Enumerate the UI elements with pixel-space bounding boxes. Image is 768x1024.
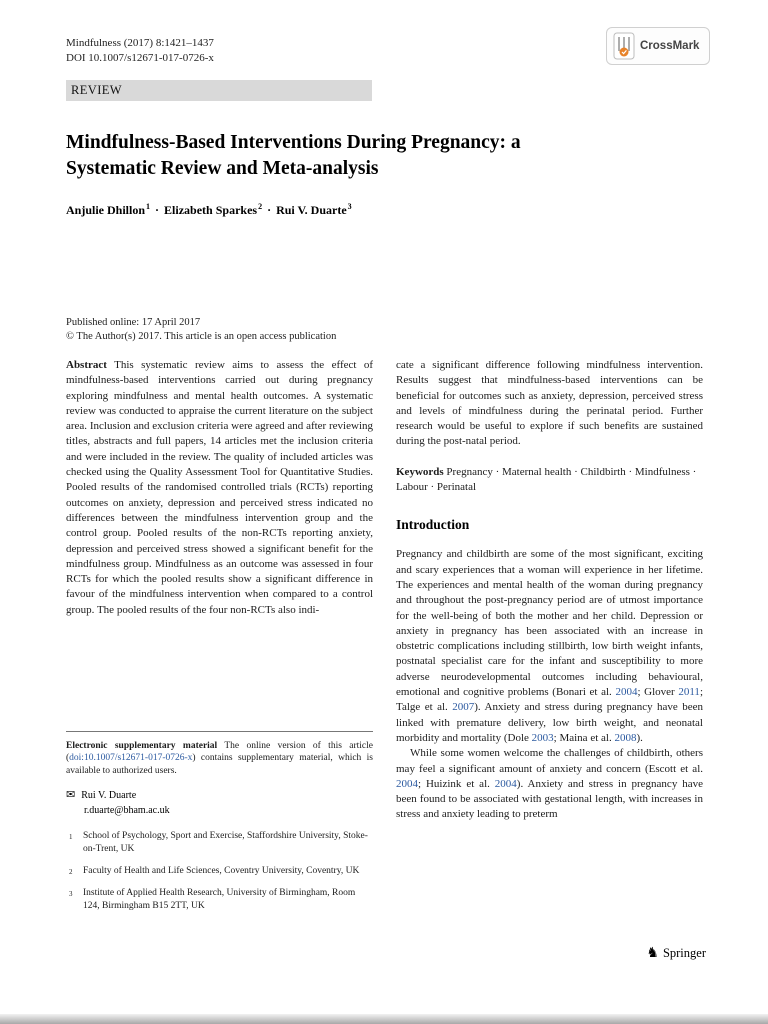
affiliation-item: 1 School of Psychology, Sport and Exercise, Staffordshire University, Stoke-on-Trent, UK [69, 831, 368, 854]
article-title: Mindfulness-Based Interventions During Pregnancy: a Systematic Review and Meta-analysis [66, 132, 521, 179]
affiliation-item: 3 Institute of Applied Health Research, University of Birmingham, Room 124, Birmingham B15 2TT, UK [69, 888, 356, 911]
crossmark-icon [613, 32, 635, 60]
body-text-segment: While some women welcome the challenges of childbirth, others may feel a significant amount of anxiety and concern (Escott et al. [396, 747, 703, 775]
publisher-logo [646, 946, 706, 961]
supplementary-material-note [66, 740, 373, 777]
citation-link[interactable]: 2004 [494, 777, 517, 790]
intro-paragraph-2 [396, 746, 703, 822]
author-separator: · [264, 203, 275, 217]
corresponding-author-email[interactable]: r.duarte@bham.ac.uk [84, 805, 170, 817]
right-column [396, 358, 703, 823]
correspondence-block [66, 789, 373, 817]
doi-line: DOI 10.1007/s12671-017-0726-x [66, 52, 214, 64]
body-text-segment: Pregnancy · Maternal health · Childbirth · Mindfulness · Labour · Perinatal [396, 465, 697, 494]
copyright-line: © The Author(s) 2017. This article is an open access publication [66, 331, 337, 342]
citation-link[interactable]: doi:10.1007/s12671-017-0726-x [69, 753, 193, 764]
published-online: Published online: 17 April 2017 [66, 317, 201, 328]
body-text-segment: ). Anxiety and stress in pregnancy have been found to be associated with gestational length, with increases in stress and anxiety leading to preterm [396, 777, 704, 821]
body-text-segment: ; Glover [637, 686, 679, 699]
citation-link[interactable]: 2004 [615, 686, 638, 699]
body-text-segment: ; Huizink et al. [418, 777, 495, 790]
body-text-segment: ). Anxiety and stress during pregnancy have been linked with premature delivery, low birth weight, and neonatal morbidity and mortality (Dole [396, 701, 703, 744]
section-heading-introduction: Introduction [396, 517, 470, 533]
bold-text: Abstract [66, 359, 107, 371]
affiliation-list [66, 830, 373, 912]
envelope-icon: ✉ [66, 789, 76, 802]
author-separator: · [152, 203, 163, 217]
citation-link[interactable]: 2008 [614, 731, 637, 744]
page-header [66, 36, 214, 66]
body-text-segment: The online version of this article ( [66, 741, 373, 764]
left-column [66, 358, 373, 618]
keywords-line [396, 465, 703, 496]
author-affiliation-number: 1 [146, 202, 151, 211]
author-name: Rui V. Duarte [276, 203, 347, 217]
author-name: Elizabeth Sparkes [164, 203, 258, 217]
citation-link[interactable]: 2004 [396, 777, 418, 790]
springer-horse-icon: ♞ [646, 945, 659, 961]
author-list [66, 202, 352, 218]
corresponding-author-name: Rui V. Duarte [81, 790, 137, 802]
article-type-banner [66, 80, 372, 101]
body-text-segment: ; Talge et al. [396, 686, 703, 714]
bold-text: Electronic supplementary material [66, 741, 218, 751]
intro-paragraph-1 [396, 547, 703, 746]
author-affiliation-number: 2 [258, 202, 263, 211]
page-bottom-shadow [0, 1014, 768, 1024]
article-type-label: REVIEW [71, 83, 122, 97]
body-text-segment: This systematic review aims to assess the effect of mindfulness-based interventions carried out during pregnancy exploring mindfulness and mental health outcomes. A systematic review was conducted to appraise the current literature on the subject area. Inclusion and exclusion criteria were agreed and after reviewing titles, abstracts and full papers, 14 articles met the inclusion criteria and were included in the review. The quality of included articles was checked using the Quality Assessment Tool for Quantitative Studies. Pooled results of the randomised controlled trials (RCTs) reporting outcomes on anxiety, depression and perceived stress indicated no differences between the mindfulness intervention group and the control group. Pooled results of the non-RCTs reporting anxiety, depression and perceived stress showed a significant benefit for the mindfulness group. Mindfulness as an outcome was assessed in four RCTs for which the pooled results show a significant difference in favour of the mindfulness intervention when compared to a control group. The pooled results of the four non-RCTs also indi- [66, 359, 373, 616]
bold-text: Keywords [396, 465, 444, 478]
citation-link[interactable]: 2007 [452, 701, 475, 714]
publisher-name: Springer [662, 946, 706, 960]
crossmark-label: CrossMark [640, 40, 700, 52]
body-text-segment: Pregnancy and childbirth are some of the most significant, exciting and scary experiences that a woman will experience in her lifetime. The experiences and mental health of the woman during pregnancy and throughout the post-pregnancy period are of utmost importance for the well-being of both the mother and her child. Depression or anxiety in pregnancy has been associated with an increase in obstetric complications including stillbirth, low birth weight infants, postnatal specialist care for the infant and susceptibility to more adverse neurodevelopmental outcomes including behavioural, emotional and cognitive problems (Bonari et al. [396, 548, 703, 699]
abstract-paragraph [66, 358, 373, 618]
citation-link[interactable]: 2003 [531, 731, 554, 744]
journal-reference: Mindfulness (2017) 8:1421–1437 [66, 37, 214, 49]
citation-link[interactable]: 2011 [678, 686, 700, 699]
affiliation-item: 2 Faculty of Health and Life Sciences, Coventry University, Coventry, UK [69, 866, 360, 877]
author-name: Anjulie Dhillon [66, 203, 146, 217]
abstract-continuation: cate a significant difference following mindfulness intervention. Results suggest that mindfulness-based interventions can be beneficial for outcomes such as anxiety, depression, perceived stress and levels of mindfulness during the perinatal period. Further research would be useful to explore if such benefits are sustained during the post-natal period. [396, 359, 703, 448]
body-text-segment: ) contains supplementary material, which is available to authorized users. [66, 753, 373, 776]
author-affiliation-number: 3 [347, 202, 352, 211]
crossmark-badge[interactable] [606, 27, 710, 65]
body-text-segment: ; Maina et al. [553, 731, 615, 744]
body-text-segment: ). [636, 731, 643, 744]
footnote-block [66, 731, 373, 922]
